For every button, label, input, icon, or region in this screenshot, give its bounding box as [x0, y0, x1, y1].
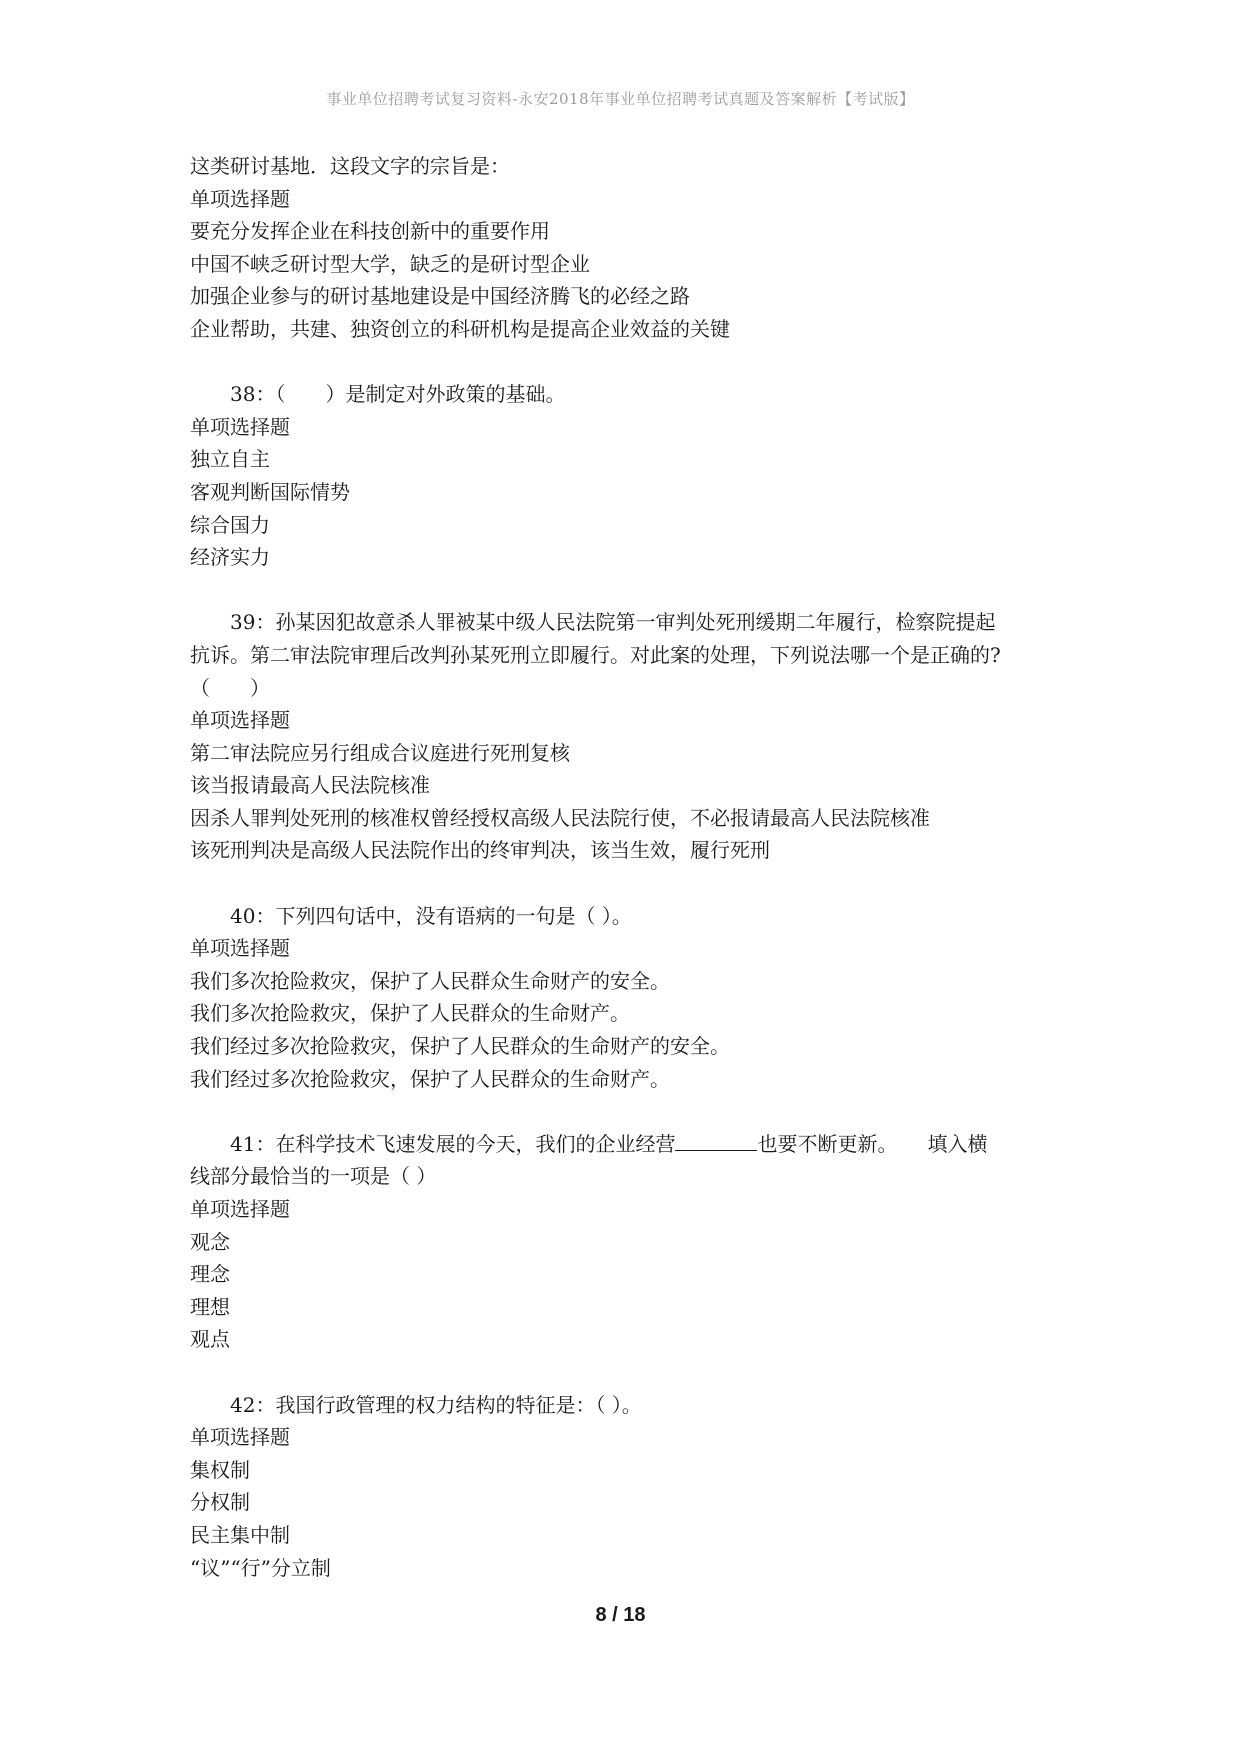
question-38-option-d: 经济实力: [190, 545, 270, 570]
question-38-option-a: 独立自主: [190, 447, 270, 472]
question-37-option-b: 中国不峡乏研讨型大学，缺乏的是研讨型企业: [190, 251, 590, 276]
question-41-option-b: 理念: [190, 1262, 230, 1287]
question-39-stem-line3: （ ）: [190, 675, 270, 700]
question-39-option-c: 因杀人罪判处死刑的核准权曾经授权高级人民法院行使，不必报请最高人民法院核准: [190, 805, 930, 830]
question-39-type: 单项选择题: [190, 708, 290, 733]
question-38-option-b: 客观判断国际情势: [190, 479, 350, 504]
question-42-option-b: 分权制: [190, 1490, 250, 1515]
question-38-stem: 38：（ ）是制定对外政策的基础。: [230, 382, 566, 407]
question-39-option-a: 第二审法院应另行组成合议庭进行死刑复核: [190, 740, 570, 765]
question-38-type: 单项选择题: [190, 414, 290, 439]
page-header: 事业单位招聘考试复习资料-永安2018年事业单位招聘考试真题及答案解析【考试版】: [326, 90, 915, 108]
question-37-tail: 这类研讨基地．这段文字的宗旨是：: [190, 154, 510, 178]
question-42-option-d: “议”“行”分立制: [190, 1555, 331, 1580]
question-42-stem: 42：我国行政管理的权力结构的特征是：（ ）。: [230, 1392, 642, 1417]
question-42-type: 单项选择题: [190, 1425, 290, 1450]
question-37-option-a: 要充分发挥企业在科技创新中的重要作用: [190, 219, 550, 244]
question-39-option-b: 该当报请最高人民法院核准: [190, 773, 430, 798]
question-41-type: 单项选择题: [190, 1197, 290, 1221]
question-41-stem-line2: 线部分最恰当的一项是（ ）: [190, 1164, 437, 1189]
document-body: [190, 150, 1060, 1584]
question-38-option-c: 综合国力: [190, 512, 270, 537]
question-37-type: 单项选择题: [190, 186, 290, 211]
question-39-stem-line1: 39：孙某因犯故意杀人罪被某中级人民法院第一审判处死刑缓期二年履行，检察院提起: [230, 610, 996, 635]
question-42-option-c: 民主集中制: [190, 1522, 290, 1547]
question-40-option-b: 我们多次抢险救灾，保护了人民群众的生命财产。: [190, 1001, 630, 1026]
question-40-stem: 40：下列四句话中，没有语病的一句是（ ）。: [230, 903, 632, 928]
question-40-option-c: 我们经过多次抢险救灾，保护了人民群众的生命财产的安全。: [190, 1034, 730, 1059]
fill-in-blank: [675, 1130, 757, 1151]
question-40-type: 单项选择题: [190, 936, 290, 961]
page-number: 8 / 18: [595, 1604, 646, 1626]
question-37-option-c: 加强企业参与的研讨基地建设是中国经济腾飞的必经之路: [190, 284, 690, 309]
question-41-option-d: 观点: [190, 1327, 230, 1352]
question-41-stem-line1: [190, 1128, 1060, 1161]
question-42-option-a: 集权制: [190, 1457, 250, 1482]
question-41-stem-before: 41：在科学技术飞速发展的今天，我们的企业经营: [230, 1131, 676, 1156]
question-39-option-d: 该死刑判决是高级人民法院作出的终审判决，该当生效，履行死刑: [190, 838, 770, 863]
question-40-option-a: 我们多次抢险救灾，保护了人民群众生命财产的安全。: [190, 968, 670, 993]
question-41-option-a: 观念: [190, 1229, 230, 1254]
question-40-option-d: 我们经过多次抢险救灾，保护了人民群众的生命财产。: [190, 1066, 670, 1091]
question-41-stem-after: 也要不断更新。 填入横: [757, 1131, 988, 1156]
question-37-option-d: 企业帮助，共建、独资创立的科研机构是提高企业效益的关键: [190, 316, 730, 341]
question-41-option-c: 理想: [190, 1294, 230, 1319]
question-39-stem-line2: 抗诉。第二审法院审理后改判孙某死刑立即履行。对此案的处理，下列说法哪一个是正确的?: [190, 642, 1001, 667]
